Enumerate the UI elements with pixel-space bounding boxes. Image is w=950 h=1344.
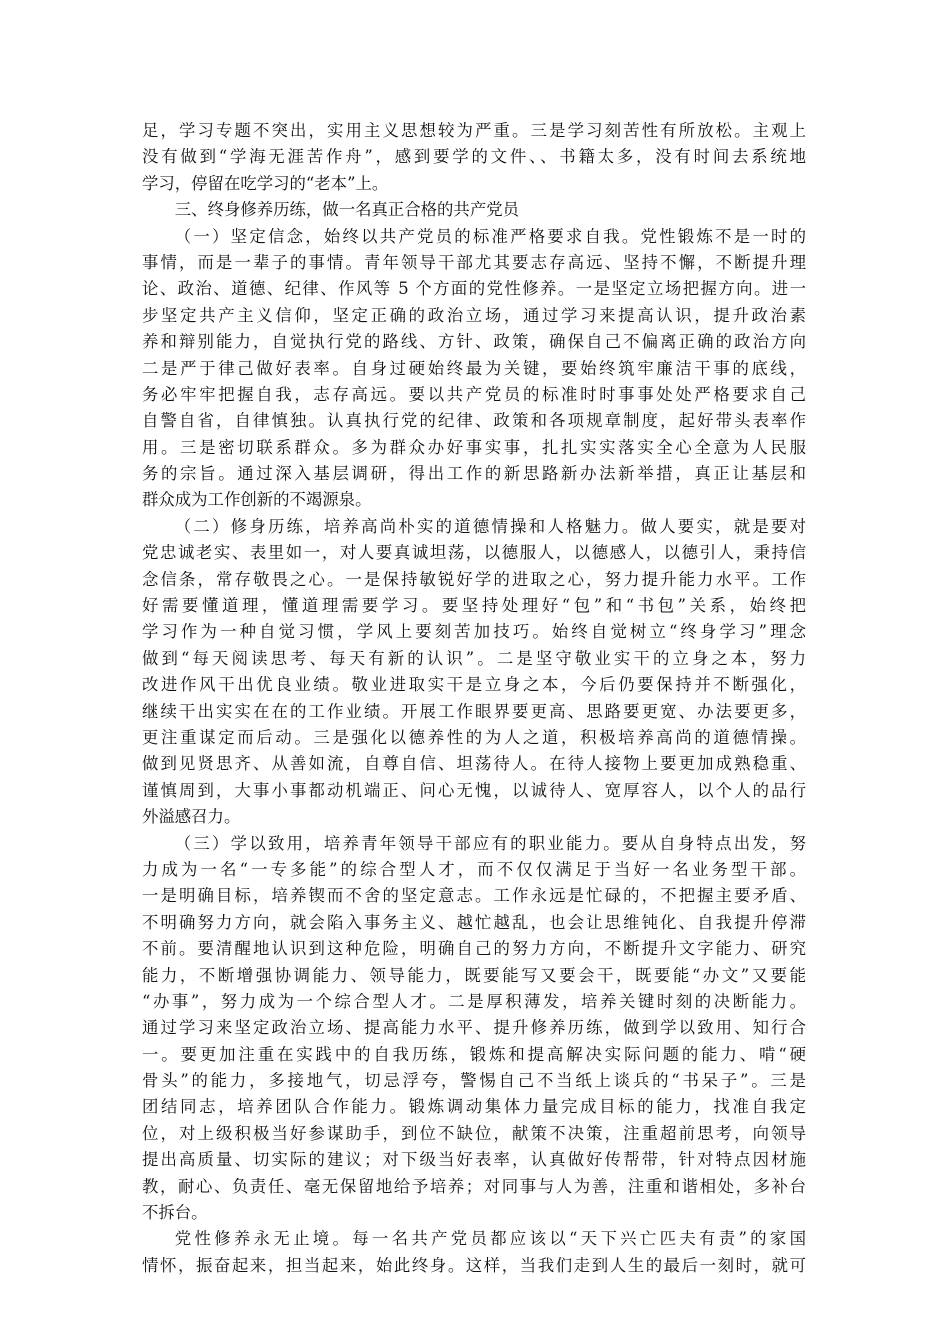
text-line: 做到“每天阅读思考、每天有新的认识”。二是坚守敬业实干的立身之本，努力 — [142, 648, 806, 668]
text-line: 养和辩别能力，自觉执行党的路线、方针、政策，确保自己不偏离正确的政治方向 — [142, 332, 806, 352]
text-line: 一。要更加注重在实践中的自我历练，锻炼和提高解决实际问题的能力、啃“硬 — [142, 1044, 806, 1064]
text-line: 通过学习来坚定政治立场、提高能力水平、提升修养历练，做到学以致用、知行合 — [142, 1018, 806, 1038]
text-line: 一是明确目标，培养锲而不舍的坚定意志。工作永远是忙碌的，不把握主要矛盾、 — [142, 886, 806, 906]
text-line: 不明确努力方向，就会陷入事务主义、越忙越乱，也会让思维钝化、自我提升停滞 — [142, 912, 806, 932]
text-line: 好需要懂道理，懂道理需要学习。要坚持处理好“包”和“书包”关系，始终把 — [142, 596, 806, 616]
text-line: 不前。要清醒地认识到这种危险，明确自己的努力方向，不断提升文字能力、研究 — [142, 939, 806, 959]
document-body — [142, 118, 806, 1279]
text-line: 情怀，振奋起来，担当起来，始此终身。这样，当我们走到人生的最后一刻时，就可 — [142, 1255, 806, 1275]
text-line: 论、政治、道德、纪律、作风等 5 个方面的党性修养。一是坚定立场把握方向。进一 — [142, 279, 806, 299]
text-line: 用。三是密切联系群众。多为群众办好事实事，扎扎实实落实全心全意为人民服 — [142, 437, 806, 457]
text-line: 步坚定共产主义信仰，坚定正确的政治立场，通过学习来提高认识，提升政治素 — [142, 305, 806, 325]
text-line: 更注重谋定而后动。三是强化以德养性的为人之道，积极培养高尚的道德情操。 — [142, 727, 806, 747]
text-line: 团结同志，培养团队合作能力。锻炼调动集体力量完成目标的能力，找准自我定 — [142, 1097, 806, 1117]
text-line: 能力，不断增强协调能力、领导能力，既要能写又要会干，既要能“办文”又要能 — [142, 965, 806, 985]
text-line: 做到见贤思齐、从善如流，自尊自信、坦荡待人。在待人接物上要更加成熟稳重、 — [142, 754, 806, 774]
text-line: 足，学习专题不突出，实用主义思想较为严重。三是学习刻苦性有所放松。主观上 — [142, 121, 806, 140]
text-line: 骨头”的能力，多接地气，切忌浮夸，警惕自己不当纸上谈兵的“书呆子”。三是 — [142, 1071, 806, 1091]
text-line: “办事”，努力成为一个综合型人才。二是厚积薄发，培养关键时刻的决断能力。 — [142, 991, 806, 1011]
text-line: 学习作为一种自觉习惯，学风上要刻苦加技巧。始终自觉树立“终身学习”理念 — [142, 622, 806, 642]
text-line: 务必牢牢把握自我，志存高远。要以共产党员的标准时时事事处处严格要求自己 — [142, 384, 806, 404]
text-line: 改进作风干出优良业绩。敬业进取实干是立身之本，今后仍要保持并不断强化， — [142, 675, 806, 695]
text-line: 二是严于律己做好表率。自身过硬始终最为关键，要始终筑牢廉洁干事的底线， — [142, 358, 806, 378]
text-line: 党性修养永无止境。每一名共产党员都应该以“天下兴亡匹夫有责”的家国 — [174, 1229, 806, 1249]
text-line: 位，对上级积极当好参谋助手，到位不缺位，献策不决策，注重超前思考，向领导 — [142, 1123, 806, 1143]
text-line: 外溢感召力。 — [142, 807, 241, 827]
section-heading: 三、终身修养历练，做一名真正合格的共产党员 — [174, 200, 519, 220]
text-line: 学习，停留在吃学习的“老本”上。 — [142, 173, 389, 193]
text-line: 不拆台。 — [142, 1203, 208, 1223]
text-line: 念信条，常存敬畏之心。一是保持敏锐好学的进取之心，努力提升能力水平。工作 — [142, 569, 806, 589]
text-line: （三）学以致用，培养青年领导干部应有的职业能力。要从自身特点出发，努 — [174, 833, 806, 853]
text-line: 力成为一名“一专多能”的综合型人才，而不仅仅满足于当好一名业务型干部。 — [142, 859, 806, 879]
text-line: 党忠诚老实、表里如一，对人要真诚坦荡，以德服人，以德感人，以德引人，秉持信 — [142, 543, 806, 563]
text-line: （二）修身历练，培养高尚朴实的道德情操和人格魅力。做人要实，就是要对 — [174, 516, 806, 536]
text-line: （一）坚定信念，始终以共产党员的标准严格要求自我。党性锻炼不是一时的 — [174, 226, 806, 246]
text-line: 谨慎周到，大事小事都动机端正、问心无愧，以诚待人、宽厚容人，以个人的品行 — [142, 780, 806, 800]
text-line: 提出高质量、切实际的建议；对下级当好表率，认真做好传帮带，针对特点因材施 — [142, 1150, 806, 1170]
text-line: 事情，而是一辈子的事情。青年领导干部尤其要志存高远、坚持不懈，不断提升理 — [142, 252, 806, 272]
text-line: 务的宗旨。通过深入基层调研，得出工作的新思路新办法新举措，真正让基层和 — [142, 464, 806, 484]
text-line: 教，耐心、负责任、毫无保留地给予培养；对同事与人为善，注重和谐相处，多补台 — [142, 1176, 806, 1196]
text-line: 继续干出实实在在的工作业绩。开展工作眼界要更高、思路要更宽、办法要更多， — [142, 701, 806, 721]
text-line: 自警自省，自律慎独。认真执行党的纪律、政策和各项规章制度，起好带头表率作 — [142, 411, 806, 431]
text-line: 没有做到“学海无涯苦作舟”，感到要学的文件、、书籍太多，没有时间去系统地 — [142, 147, 806, 167]
text-line: 群众成为工作创新的不竭源泉。 — [142, 490, 372, 510]
